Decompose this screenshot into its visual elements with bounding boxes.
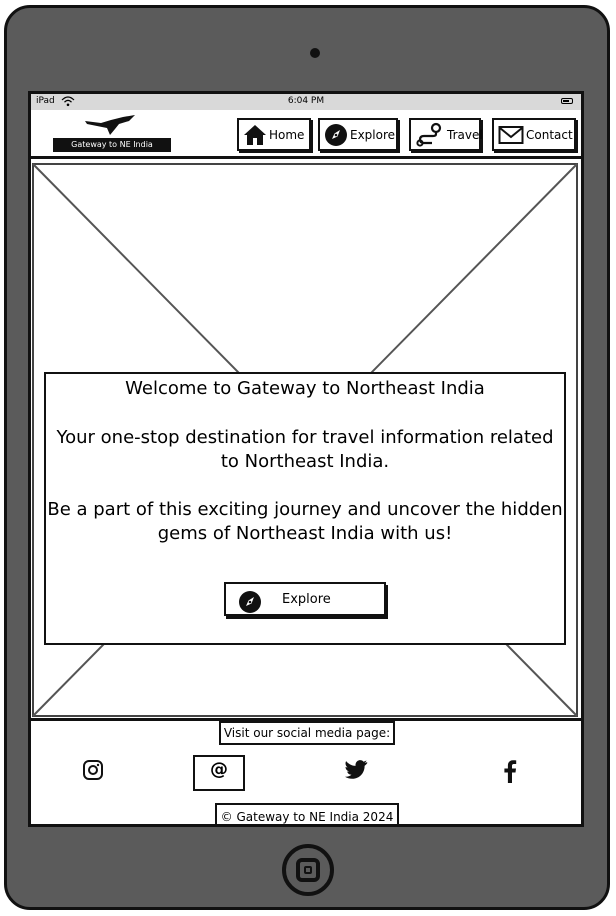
compass-icon (238, 590, 262, 614)
journey-text: Be a part of this exciting journey and uncover the hidden gems of Northeast India with us! (47, 499, 563, 544)
screen (28, 91, 584, 827)
email-icon[interactable] (193, 755, 245, 791)
intro-text: Your one-stop destination for travel information related to Northeast India. (56, 427, 554, 472)
nav-contact-label: Contact (526, 127, 573, 142)
explore-button-label: Explore (282, 592, 331, 607)
bird-logo-icon (83, 115, 139, 137)
nav-travel-button[interactable] (409, 118, 481, 151)
facebook-icon[interactable] (503, 759, 517, 783)
welcome-panel (44, 372, 566, 645)
logo-text: Gateway to NE India (53, 138, 171, 152)
page-title: Welcome to Gateway to Northeast India (125, 378, 485, 399)
explore-button[interactable] (224, 582, 386, 616)
instagram-icon[interactable] (82, 759, 104, 781)
nav-travel-label: Travel (447, 127, 483, 142)
site-logo[interactable] (53, 112, 173, 156)
home-button-icon (296, 858, 320, 882)
device-name: iPad (36, 96, 55, 106)
copyright-notice: © Gateway to NE India 2024 (215, 803, 399, 827)
hero-section (31, 162, 581, 718)
status-bar (31, 94, 581, 110)
battery-icon (561, 98, 573, 104)
navbar (31, 110, 581, 159)
twitter-icon[interactable] (345, 759, 369, 781)
footer (31, 718, 581, 827)
home-icon (243, 124, 267, 146)
nav-explore-label: Explore (350, 127, 396, 142)
nav-home-label: Home (269, 127, 305, 142)
email-symbol: @ (210, 759, 228, 780)
clock: 6:04 PM (287, 96, 325, 106)
social-media-heading: Visit our social media page: (219, 721, 395, 745)
envelope-icon (498, 125, 524, 145)
device-home-button[interactable] (282, 844, 334, 896)
compass-icon (324, 123, 348, 147)
route-icon (415, 122, 445, 148)
nav-explore-button[interactable] (318, 118, 398, 151)
nav-home-button[interactable] (237, 118, 311, 151)
nav-contact-button[interactable] (492, 118, 576, 151)
camera-icon (310, 48, 320, 58)
